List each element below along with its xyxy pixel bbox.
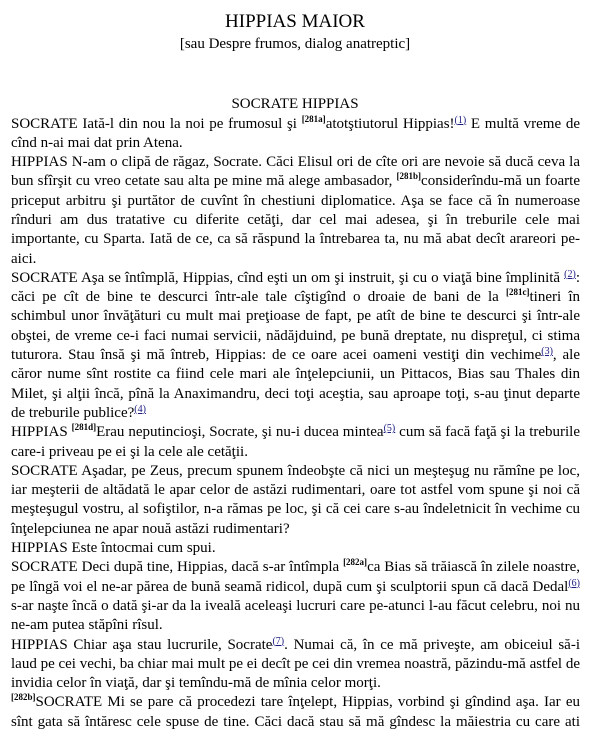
- dialogue-text: s-ar naşte încă o dată şi-ar da la iveală aceleaşi lucruri care pe-atunci l-au făcut celebru, noi nu ne-am putea stăpîni rîsul.: [11, 597, 580, 634]
- dialogue-text: Chiar aşa stau lucrurile, Socrate: [73, 636, 273, 653]
- dialogue-text: considerîndu-mă un foarte priceput arbitru şi purtător de cuvînt în chestiuni diplomatice. Aşa se face că în numeroase rînduri am dus tratative cu diferite cetăţi, dar cel mai adesea, şi în treburile cele mai importante, cu Sparta. Iată de ce, ca să răspund la întrebarea ta, nu mă abat decît arareori pe-aici.: [11, 173, 581, 267]
- dialogue-text: atotştiutorul Hippias!: [325, 115, 455, 132]
- dialogue-text: . Numai că, în ce mă priveşte, am obiceiul să-i laud pe cei vechi, ba chiar mai mult pe ei decît pe cei din vremea noastră, păzindu-mă astfel de invidia celor în viaţă, dar şi temîndu-mă de mînia celor morţi.: [11, 636, 581, 692]
- page-marker: [282a]: [343, 557, 368, 568]
- dialogue-text: ca Bias să trăiască în zilele noastre, pe lîngă voi el ne-ar părea de bună seamă ridicol, după cum şi sculptorii spun că dacă Dedal: [11, 559, 580, 595]
- speaker-name: HIPPIAS: [11, 636, 68, 653]
- speaker-name: SOCRATE: [35, 694, 103, 711]
- note-ref-link[interactable]: (5): [383, 423, 396, 435]
- dialogue-paragraph: [11, 153, 580, 269]
- dialogue-paragraph: [11, 693, 580, 732]
- page-title: HIPPIAS MAIOR: [225, 11, 365, 32]
- note-ref-link[interactable]: (3): [541, 346, 553, 358]
- dialogue-text: cum să facă faţă şi la treburile care-i priveau pe ei şi la cele ale cetăţii.: [11, 424, 580, 460]
- dialogue-text: Mi se pare că procedezi tare înţelept, Hippias, vorbind şi gîndind aşa. Iar eu sînt gata să întăresc cele spuse de tine. Căci dacă stau să mă gîndesc la măiestria cu care ati: [11, 694, 580, 730]
- dialogue-paragraph: [11, 115, 580, 154]
- speaker-name: HIPPIAS: [11, 154, 68, 171]
- dialogue-text: Aşadar, pe Zeus, precum spunem îndeobşte că nici un meşteşug nu rămîne pe loc, iar meşterii de altădată le apar celor de astăzi rudimentari, oare tot astfel vom spune şi noi că meşteşugul vostru, al sofiştilor, n-a rămas pe loc, şi că cei care s-au îndeletnicit în vechime cu înţelepciunea ne apar nouă astăzi rudimentari?: [11, 462, 580, 537]
- dialogue-body: [0, 115, 590, 733]
- dialogue-text: Erau neputincioşi, Socrate, şi nu-i ducea mintea: [96, 424, 384, 441]
- speaker-name: SOCRATE: [11, 115, 78, 132]
- dialogue-text: Este întocmai cum spui.: [71, 540, 216, 557]
- speakers-heading: SOCRATE HIPPIAS: [231, 96, 359, 112]
- dialogue-text: N-am o clipă de răgaz, Socrate. Căci Elisul ori de cîte ori are nevoie să ducă ceva la bun sfîrşit cu vreo cetate sau alta pe mine mă alege ambasador,: [11, 154, 580, 190]
- speaker-name: SOCRATE: [11, 462, 78, 479]
- dialogue-text: Deci după tine, Hippias, dacă s-ar întîmpla: [81, 559, 344, 576]
- speaker-name: SOCRATE: [11, 559, 78, 576]
- dialogue-text: tineri în schimbul unor învăţături cu mult mai preţioase de fapt, pe atît de bine te descurci şi într-ale obştei, de vreme ce-i faci numai servicii, nădăjduind, pe bună dreptate, nu dispreţul, ci stima tuturora. Stau însă şi mă întreb, Hippias: de ce oare acei oameni vestiţi din vechime: [11, 289, 581, 364]
- dialogue-paragraph: [11, 269, 580, 423]
- dialogue-text: E multă vreme de cînd n-ai mai dat prin Atena.: [11, 115, 580, 151]
- page-marker: [281b]: [396, 171, 422, 182]
- dialogue-text: Iată-l din nou la noi pe frumosul şi: [82, 115, 302, 132]
- page-subtitle: [sau Despre frumos, dialog anatreptic]: [179, 36, 411, 52]
- note-ref-link[interactable]: (1): [454, 114, 467, 126]
- dialogue-text: : căci pe cît de bine te descurci într-ale tale cîştigînd o droaie de bani de la: [11, 269, 580, 306]
- dialogue-paragraph: [11, 636, 580, 694]
- dialogue-paragraph: [11, 539, 580, 558]
- note-ref-link[interactable]: (2): [564, 268, 576, 280]
- page-marker: [281d]: [71, 422, 97, 433]
- dialogue-text: , ale căror nume sînt rostite ca fiind cele mari ale înţelepciunii, un Pittacos, Bias sau Thales din Milet, şi alţii încă, pînă la Anaximandru, deci toţi aceştia, sau aproape toţi, s-au ţinut departe de treburile publice?: [11, 347, 580, 421]
- speaker-name: SOCRATE: [11, 269, 78, 286]
- page-marker: [281c]: [506, 287, 530, 298]
- page-marker: [281a]: [301, 113, 326, 124]
- speaker-name: HIPPIAS: [11, 424, 68, 441]
- page-marker: [282b]: [11, 692, 36, 703]
- dialogue-paragraph: [11, 423, 580, 462]
- note-ref-link[interactable]: (7): [272, 635, 285, 647]
- dialogue-paragraph: [11, 462, 580, 539]
- note-ref-link[interactable]: (6): [568, 577, 580, 589]
- dialogue-paragraph: [11, 558, 580, 635]
- speaker-name: HIPPIAS: [11, 540, 68, 557]
- note-ref-link[interactable]: (4): [134, 403, 146, 415]
- dialogue-text: Aşa se întîmplă, Hippias, cînd eşti un om şi instruit, şi cu o viaţă bine împlinită: [80, 269, 565, 286]
